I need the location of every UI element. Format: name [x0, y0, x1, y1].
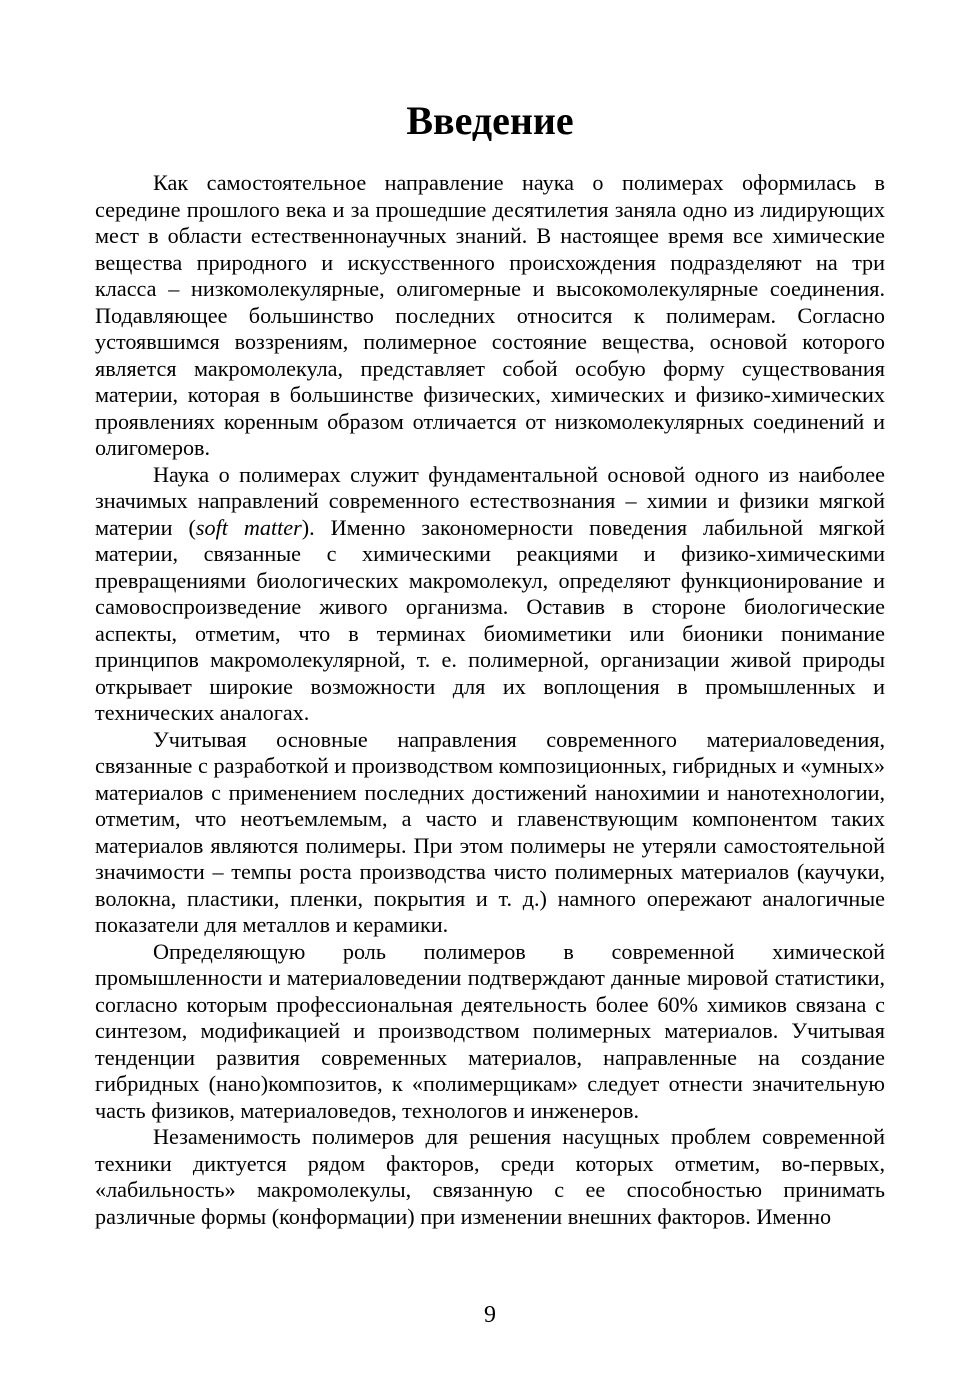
paragraph-5: Незаменимость полимеров для решения насущных проблем современной техники диктуется рядом факторов, среди которых отметим, во-первых, «лабильность» макромолекулы, связанную с ее способностью принимать различные формы (конформации) при изменении внешних факторов. Именно: [95, 1124, 885, 1229]
paragraph-4: Определяющую роль полимеров в современной химической промышленности и материаловедении подтверждают данные мировой статистики, согласно которым профессиональная деятельность более 60% химиков связана с синтезом, модификацией и производством полимерных материалов. Учитывая тенденции развития современных материалов, направленные на создание гибридных (нано)композитов, к «полимерщикам» следует отнести значительную часть физиков, материаловедов, технологов и инженеров.: [95, 938, 885, 1123]
paragraph-1: Как самостоятельное направление наука о полимерах оформилась в середине прошлого века и за прошедшие десятилетия заняла одно из лидирующих мест в области естественнонаучных знаний. В настоящее время все химические вещества природного и искусственного происхождения подразделяют на три класса – низкомолекулярные, олигомерные и высокомолекулярные соединения. Подавляющее большинство последних относится к полимерам. Согласно устоявшимся воззрениям, полимерное состояние вещества, основой которого является макромолекула, представляет собой особую форму существования материи, которая в большинстве физических, химических и физико-химических проявлениях коренным образом отличается от низкомолекулярных соединений и олигомеров.: [95, 170, 885, 460]
paragraph-3: Учитывая основные направления современного материаловедения, связанные с разработкой и производством композиционных, гибридных и «умных» материалов с применением последних достижений нанохимии и нанотехнологии, отметим, что неотъемлемым, а часто и главенствующим компонентом таких материалов являются полимеры. При этом полимеры не утеряли самостоятельной значимости – темпы роста производства чисто полимерных материалов (каучуки, волокна, пластики, пленки, покрытия и т. д.) намного опережают аналогичные показатели для металлов и керамики.: [95, 726, 885, 937]
paragraph-2-text-before: Наука о полимерах служит фундаментальной основой одного из наиболее значимых направлений современного естествознания – химии и физики мягкой материи (: [95, 461, 885, 540]
page-title: Введение: [406, 98, 574, 143]
page-number: 9: [484, 1302, 496, 1328]
body-text: [95, 170, 885, 1230]
paragraph-2: [95, 462, 885, 727]
paragraph-2-text-after: ). Именно закономерности поведения лабильной мягкой материи, связанные с химическими реакциями и физико-химическими превращениями биологических макромолекул, определяют функционирование и самовоспроизведение живого организма. Оставив в стороне биологические аспекты, отметим, что в терминах биомиметики или бионики понимание принципов макромолекулярной, т. е. полимерной, организации живой природы открывает широкие возможности для их воплощения в промышленных и технических аналогах.: [95, 514, 885, 725]
paragraph-2-italic-term: soft matter: [195, 514, 302, 540]
